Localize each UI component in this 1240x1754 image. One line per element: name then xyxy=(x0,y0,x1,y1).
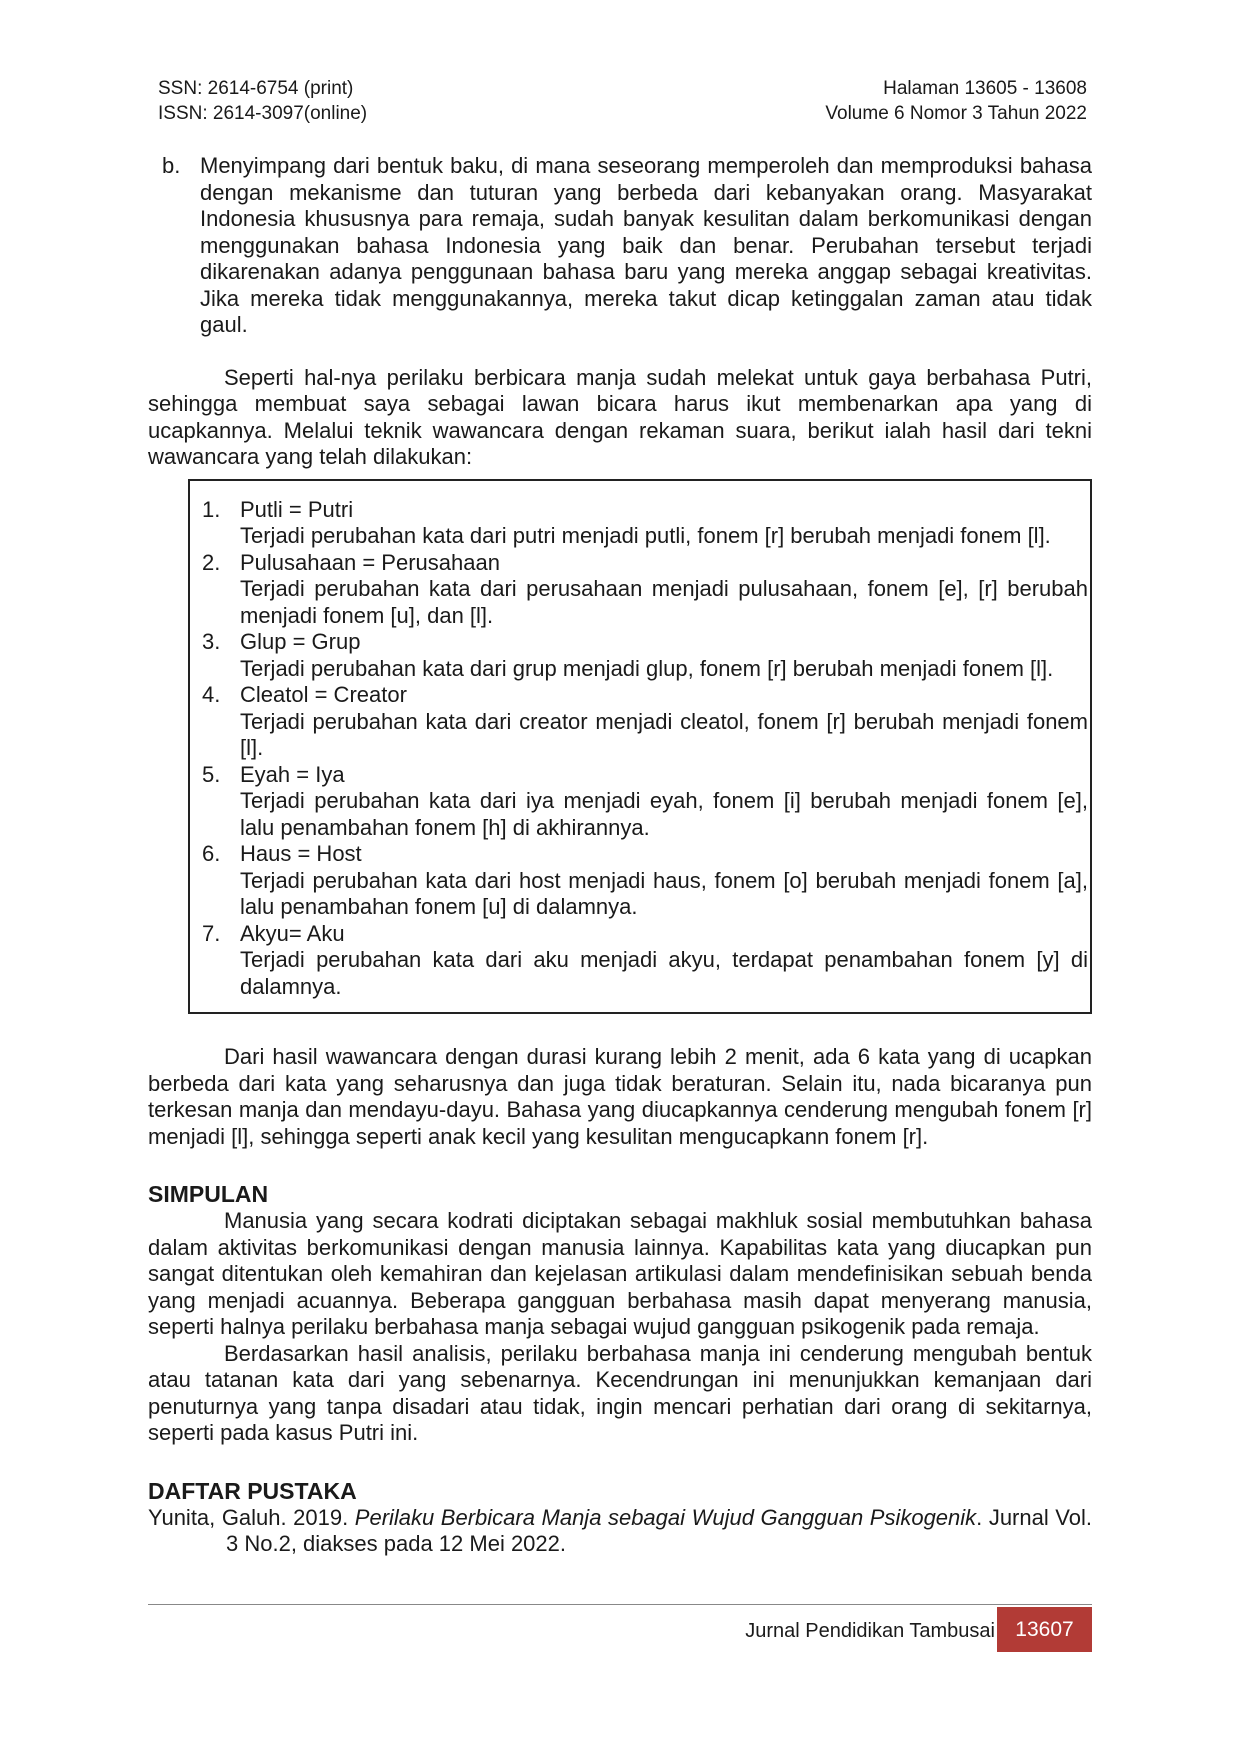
article-body xyxy=(148,153,1092,1558)
issn-print: SSN: 2614-6754 (print) xyxy=(158,78,354,99)
interview-item-number: 2. xyxy=(202,549,221,575)
list-text: Menyimpang dari bentuk baku, di mana seseorang memperoleh dan memproduksi bahasa dengan mekanisme dan tuturan yang berbeda dari kebanyakan orang. Masyarakat Indonesia khususnya para remaja, sudah banyak kesulitan dalam berkomunikasi dengan menggunakan bahasa Indonesia yang baik dan benar. Perubahan tersebut terjadi dikarenakan adanya penggunaan bahasa baru yang mereka anggap sebagai kreativitas. Jika mereka tidak menggunakannya, mereka takut dicap ketinggalan zaman atau tidak gaul. xyxy=(200,153,1092,337)
interview-item-number: 4. xyxy=(202,682,221,707)
interview-item-term: Pulusahaan = Perusahaan xyxy=(240,549,500,575)
interview-item-description: Terjadi perubahan kata dari aku menjadi akyu, terdapat penambahan fonem [y] di dalamnya. xyxy=(240,947,1088,999)
interview-item-term: Haus = Host xyxy=(240,841,362,866)
reference-title: Perilaku Berbicara Manja sebagai Wujud Gangguan Psikogenik xyxy=(354,1504,977,1530)
reference-details: . Jurnal Vol. 3 No.2, diakses pada 12 Mei 2022. xyxy=(226,1504,1092,1556)
interview-item xyxy=(202,550,1088,630)
interview-results-box xyxy=(188,479,1092,1015)
interview-item xyxy=(202,497,1088,550)
header-volume-info xyxy=(825,76,1087,126)
result-paragraph: Dari hasil wawancara dengan durasi kurang lebih 2 menit, ada 6 kata yang di ucapkan berbeda dari kata yang seharusnya dan juga tidak beraturan. Selain itu, nada bicaranya pun terkesan manja dan mendayu-dayu. Bahasa yang diucapkannya cenderung mengubah fonem [r] menjadi [l], sehingga seperti anak kecil yang kesulitan mengucapkann fonem [r]. xyxy=(148,1044,1092,1149)
section-heading-daftar-pustaka: DAFTAR PUSTAKA xyxy=(148,1477,357,1504)
list-marker: b. xyxy=(162,153,181,178)
interview-item xyxy=(202,841,1088,921)
reference-author: Yunita, Galuh. 2019. xyxy=(148,1504,355,1530)
interview-item-number: 1. xyxy=(202,496,221,522)
interview-item-term: Cleatol = Creator xyxy=(240,682,407,707)
interview-item-term: Akyu= Aku xyxy=(240,920,345,946)
interview-list xyxy=(202,497,1088,1001)
intro-paragraph: Seperti hal-nya perilaku berbicara manja sudah melekat untuk gaya berbahasa Putri, sehingga membuat saya sebagai lawan bicara harus ikut membenarkan apa yang di ucapkannya. Melalui teknik wawancara dengan rekaman suara, berikut ialah hasil dari tekni wawancara yang telah dilakukan: xyxy=(148,364,1092,469)
interview-item xyxy=(202,682,1088,762)
interview-item-number: 3. xyxy=(202,629,221,654)
interview-item-term: Putli = Putri xyxy=(240,496,354,522)
simpulan-paragraph-2: Berdasarkan hasil analisis, perilaku berbahasa manja ini cenderung mengubah bentuk atau tatanan kata dari yang sebenarnya. Kecendrungan ini menunjukkan kemanjaan dari penuturnya yang tanpa disadari atau tidak, ingin mencari perhatian dari orang di sekitarnya, seperti pada kasus Putri ini. xyxy=(148,1340,1092,1445)
section-heading-simpulan: SIMPULAN xyxy=(148,1181,269,1207)
interview-item-description: Terjadi perubahan kata dari putri menjadi putli, fonem [r] berubah menjadi fonem [l]. xyxy=(240,523,1051,548)
simpulan-paragraph-1: Manusia yang secara kodrati diciptakan sebagai makhluk sosial membutuhkan bahasa dalam aktivitas berkomunikasi dengan manusia lainnya. Kapabilitas kata yang diucapkan pun sangat ditentukan oleh kemahiran dan kejelasan artikulasi dalam mendefinisikan sebuah benda yang menjadi acuannya. Beberapa gangguan berbahasa masih dapat menyerang manusia, seperti halnya perilaku berbahasa manja sebagai wujud gangguan psikogenik pada remaja. xyxy=(148,1208,1092,1339)
footer-journal-name: Jurnal Pendidikan Tambusai xyxy=(745,1620,995,1642)
interview-item-number: 5. xyxy=(202,761,221,787)
page-range: Halaman 13605 - 13608 xyxy=(883,78,1087,99)
footer-divider xyxy=(148,1604,1092,1605)
interview-item-description: Terjadi perubahan kata dari perusahaan menjadi pulusahaan, fonem [e], [r] berubah menjadi fonem [u], dan [l]. xyxy=(240,576,1088,628)
interview-item-description: Terjadi perubahan kata dari iya menjadi eyah, fonem [i] berubah menjadi fonem [e], lalu penambahan fonem [h] di akhirannya. xyxy=(240,788,1088,840)
interview-item-number: 7. xyxy=(202,920,221,946)
interview-item xyxy=(202,921,1088,1001)
interview-item-description: Terjadi perubahan kata dari host menjadi haus, fonem [o] berubah menjadi fonem [a], lalu penambahan fonem [u] di dalamnya. xyxy=(240,867,1088,919)
interview-item xyxy=(202,629,1088,682)
reference-entry xyxy=(148,1505,1092,1558)
volume-number: Volume 6 Nomor 3 Tahun 2022 xyxy=(825,103,1087,124)
interview-item-number: 6. xyxy=(202,841,221,866)
header-issn xyxy=(158,76,367,126)
interview-item-description: Terjadi perubahan kata dari grup menjadi glup, fonem [r] berubah menjadi fonem [l]. xyxy=(240,655,1054,681)
interview-item-term: Glup = Grup xyxy=(240,629,361,654)
issn-online: ISSN: 2614-3097(online) xyxy=(158,103,368,124)
footer-page-number: 13607 xyxy=(997,1607,1092,1652)
list-item-b xyxy=(148,153,1092,339)
interview-item xyxy=(202,762,1088,842)
interview-item-term: Eyah = Iya xyxy=(240,761,345,787)
interview-item-description: Terjadi perubahan kata dari creator menjadi cleatol, fonem [r] berubah menjadi fonem [l]. xyxy=(240,708,1088,760)
